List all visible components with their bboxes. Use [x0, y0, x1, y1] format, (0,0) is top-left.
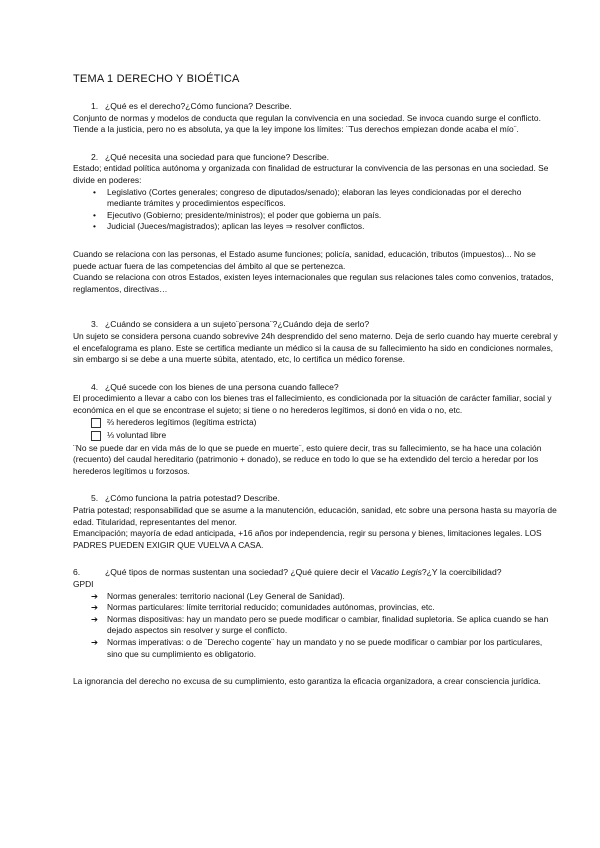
- norm-types-list: [73, 591, 558, 661]
- list-item: • Ejecutivo (Gobierno; presidente/ministros); el poder que gobierna un país.: [93, 209, 382, 220]
- answer-6-label: GPDI: [73, 579, 94, 589]
- bullet-icon: •: [93, 209, 96, 220]
- question-number: 5.: [91, 493, 99, 504]
- document-body: [73, 101, 558, 688]
- question-text: ¿Qué sucede con los bienes de una persona cuando fallece?: [105, 381, 339, 392]
- answer-1: Conjunto de normas y modelos de conducta que regulan la convivencia en una sociedad. Se invoca cuando surge el conflicto. Tiende a la justicia, pero no es absoluta, ya que la ley impone los límites: ¨Tus derechos empiezan donde acaba el mío¨.: [73, 112, 541, 135]
- answer-5-para2: Emancipación; mayoría de edad anticipada, +16 años por independencia, regir su persona y bienes, limitaciones legales. LOS PADRES PUEDEN EXIGIR QUE VUELVA A CASA.: [73, 528, 542, 550]
- arrow-icon: ➔: [91, 636, 99, 647]
- question-4: [73, 382, 558, 394]
- checkbox-item: ⅓ voluntad libre: [73, 430, 558, 442]
- answer-3: Un sujeto se considera persona cuando sobrevive 24h desprendido del seno materno. Deja de serlo cuando hay muerte cerebral y el encefalograma es plano. Este se certifica mediante un médico si la causa de su fallecimiento ha sido en condiciones normales, sin embargo si se debe a una muerte súbita, atentado, etc, lo certifica un médico forense.: [73, 330, 558, 365]
- arrow-icon: ➔: [91, 602, 99, 613]
- question-text: ¿Cómo funciona la patria potestad? Describe.: [105, 493, 280, 504]
- answer-2-intro: Estado; entidad política autónoma y organizada con finalidad de estructurar la convivencia de las personas en una sociedad. Se divide en poderes:: [73, 163, 549, 185]
- list-item: ➔ Normas dispositivas: hay un mandato pero se puede modificar o cambiar, finalidad supletoria. Se aplica cuando se han dejado aspectos sin resolver y surge el conflicto.: [91, 613, 549, 636]
- arrow-icon: ➔: [91, 613, 99, 624]
- question-3: [73, 319, 558, 331]
- question-number: 6.: [73, 567, 81, 578]
- list-item: ➔ Normas particulares: límite territorial reducido; comunidades autónomas, provincias, etc.: [91, 602, 435, 613]
- question-number: 3.: [91, 319, 99, 330]
- page-title: TEMA 1 DERECHO Y BIOÉTICA: [73, 73, 240, 85]
- list-item: ➔ Normas imperativas: o de ¨Derecho cogente¨ hay un mandato y no se puede modificar o cambiar por los particulares, sino que su cumplimiento es obligatorio.: [91, 636, 543, 659]
- list-item: • Judicial (Jueces/magistrados); aplican las leyes ⇒ resolver conflictos.: [93, 221, 365, 232]
- bullet-icon: •: [93, 221, 96, 232]
- powers-list: [73, 187, 558, 233]
- checkbox-icon: [91, 431, 101, 441]
- question-number: 1.: [91, 101, 99, 111]
- answer-5-para1: Patria potestad; responsabilidad que se asume a la manutención, educación, sanidad, etc sobre una persona hasta su mayoría de edad. Titularidad, representantes del menor.: [73, 505, 557, 527]
- bullet-icon: •: [93, 186, 96, 197]
- checkbox-icon: [91, 418, 101, 428]
- list-item: • Legislativo (Cortes generales; congreso de diputados/senado); elaboran las leyes condicionadas por el derecho mediante trámites y procedimientos específicos.: [93, 186, 522, 209]
- question-text: ¿Cuándo se considera a un sujeto¨persona¨?¿Cuándo deja de serlo?: [105, 319, 370, 330]
- question-text: ¿Qué es el derecho?¿Cómo funciona? Describe.: [105, 101, 292, 111]
- answer-2-para1: Cuando se relaciona con las personas, el Estado asume funciones; policía, sanidad, educación, tributos (impuestos)... No se puede actuar fuera de las competencias del ámbito al que se pertenezca.: [73, 248, 536, 271]
- answer-2-para2: Cuando se relaciona con otros Estados, existen leyes internacionales que regulan sus relaciones tales como convenios, tratados, reglamentos, directivas…: [73, 272, 554, 294]
- question-text: ¿Qué necesita una sociedad para que funcione? Describe.: [105, 151, 330, 162]
- question-number: 2.: [91, 151, 99, 162]
- answer-4-quote: ¨No se puede dar en vida más de lo que se puede en muerte¨, esto quiere decir, tras su fallecimiento, se ha hace una colación (recuento) del caudal hereditario (patrimonio + donado), se reduce en todo lo que se ha extendido del tercio a heredar por los herederos legítimos u forzosos.: [73, 442, 542, 476]
- closing-paragraph: La ignorancia del derecho no excusa de su cumplimiento, esto garantiza la eficacia organizadora, a crear consciencia jurídica.: [73, 676, 541, 687]
- question-6: 6. ¿Qué tipos de normas sustentan una sociedad? ¿Qué quiere decir el Vacatio Legis?¿Y la coercibilidad?: [73, 567, 502, 578]
- checkbox-item: ⅔ herederos legítimos (legítima estricta): [73, 417, 558, 429]
- arrow-icon: ➔: [91, 590, 99, 601]
- answer-4: El procedimiento a llevar a cabo con los bienes tras el fallecimiento, es condicionada por la situación de carácter familiar, social y económica en el que se encontrase el sujeto; si tiene o no herederos legítimos, si donó en vida o no, etc.: [73, 393, 552, 415]
- question-1: [73, 101, 558, 113]
- question-5: [73, 493, 558, 505]
- question-2: [73, 152, 558, 164]
- list-item: ➔ Normas generales: territorio nacional (Ley General de Sanidad).: [91, 590, 345, 601]
- question-number: 4.: [91, 381, 99, 392]
